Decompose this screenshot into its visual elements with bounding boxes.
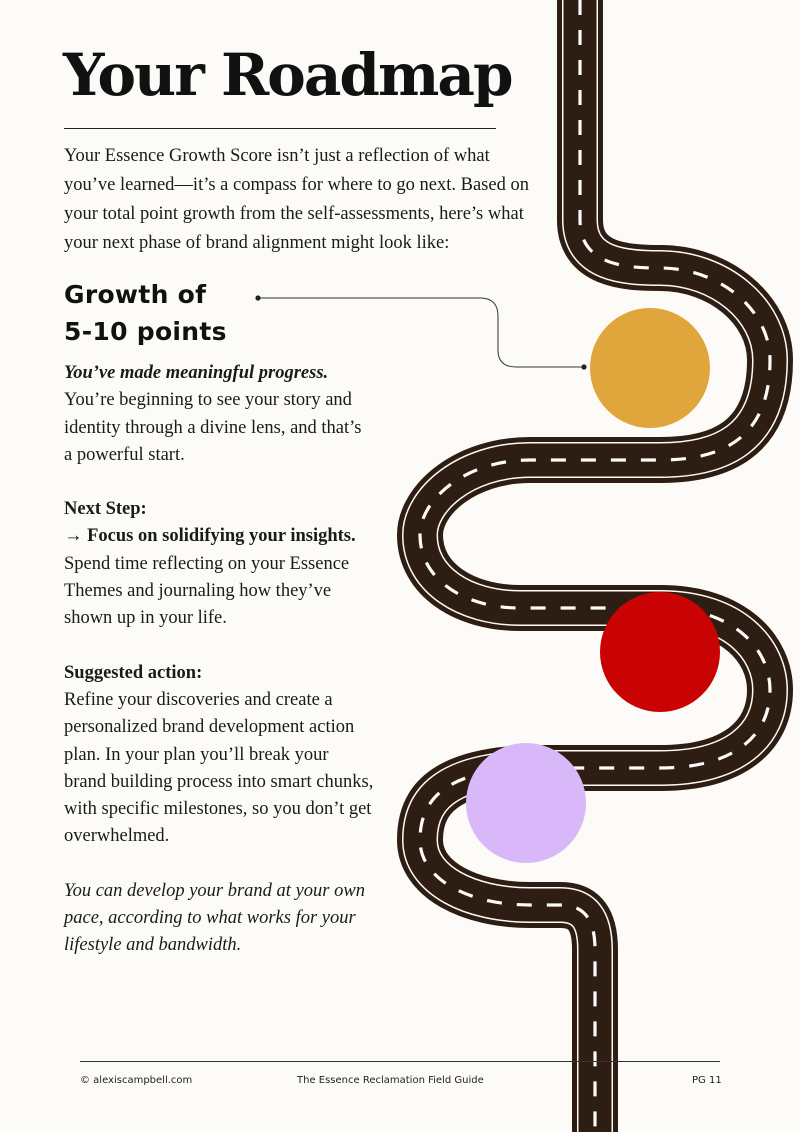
intro-paragraph: Your Essence Growth Score isn’t just a reflection of what you’ve learned—it’s a compass for where to go next. Based on your total point growth from the self-assessments, here’s what your next phase of brand alignment might look like: <box>64 146 529 253</box>
closing-note: You can develop your brand at your own pace, according to what works for your lifestyle and bandwidth. <box>64 880 365 956</box>
growth-heading-line2: 5-10 points <box>64 317 227 346</box>
progress-paragraph <box>64 360 374 469</box>
marker-red <box>600 592 720 712</box>
progress-lead: You’ve made meaningful progress. <box>64 363 329 383</box>
marker-lavender <box>466 743 586 863</box>
next-step-bold: Focus on solidifying your insights. <box>87 526 356 547</box>
next-step-section <box>64 496 374 632</box>
connector-dot-start <box>255 295 260 300</box>
page-title: Your Roadmap <box>63 41 512 109</box>
next-step-text: Spend time reflecting on your Essence Themes and journaling how they’ve shown up in your life. <box>64 553 350 629</box>
footer-divider <box>80 1061 720 1062</box>
growth-heading <box>64 276 227 350</box>
arrow-right-icon: → <box>64 526 83 547</box>
footer-page-number: PG 11 <box>692 1075 722 1086</box>
title-divider <box>64 128 496 129</box>
roadmap-body <box>64 360 374 960</box>
suggested-label: Suggested action: <box>64 662 203 683</box>
connector-line <box>258 298 584 367</box>
connector-dot-end <box>581 364 586 369</box>
suggested-text: Refine your discoveries and create a personalized brand development action plan. In your plan you’ll break your brand building process into smart chunks, with specific milestones, so you don’t get overwhelmed. <box>64 689 374 847</box>
suggested-section <box>64 660 374 851</box>
growth-heading-line1: Growth of <box>64 280 207 309</box>
next-step-label: Next Step: <box>64 499 147 520</box>
progress-text: You’re beginning to see your story and identity through a divine lens, and that’s a powerful start. <box>64 390 362 465</box>
marker-gold <box>590 308 710 428</box>
footer-copyright: © alexiscampbell.com <box>80 1075 193 1086</box>
footer-guide-title: The Essence Reclamation Field Guide <box>297 1075 484 1086</box>
